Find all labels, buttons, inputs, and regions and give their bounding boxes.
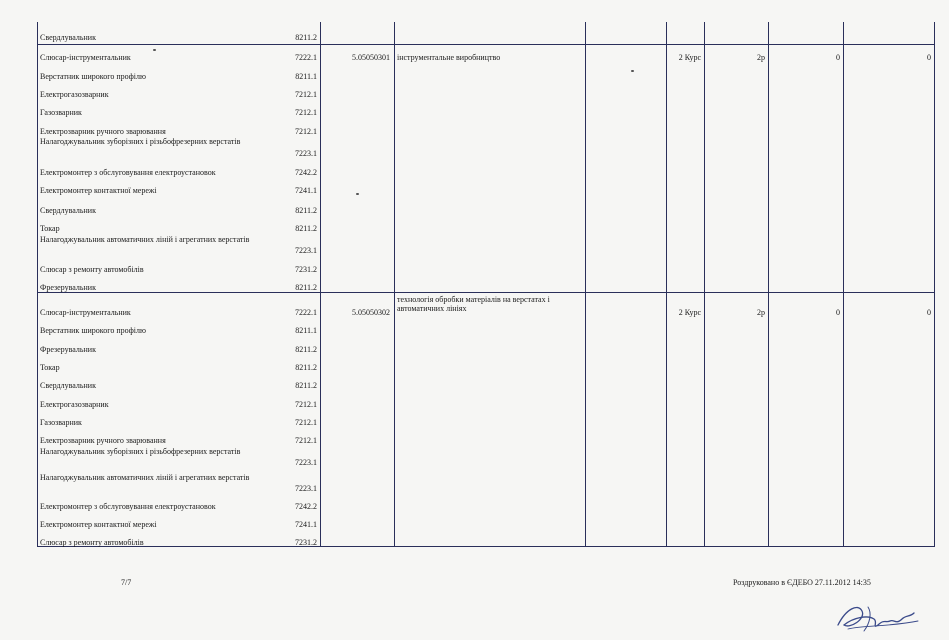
block1-name-11: Слюсар з ремонту автомобілів [40,265,144,274]
block0-code-0: 8211.2 [295,33,317,42]
block1-name-4: Електрозварник ручного зварювання [40,127,166,136]
signature-icon [828,595,928,637]
block2-name-8: Налагоджувальник зуборізних і різьбофрезерних верстатів [40,447,241,456]
block0-name-0: Свердлувальник [40,33,96,42]
block2-code-9: 7223.1 [295,484,317,493]
block1-code-9: 8211.2 [295,224,317,233]
block1-code-11: 7231.2 [295,265,317,274]
block2-code-3: 8211.2 [295,363,317,372]
block1-code-8: 8211.2 [295,206,317,215]
scan-speck [153,49,156,51]
block2-code-2: 8211.2 [295,345,317,354]
block2-code-1: 8211.1 [295,326,317,335]
block2-name-3: Токар [40,363,60,372]
block1-code-4: 7212.1 [295,127,317,136]
block1-code-7: 7241.1 [295,186,317,195]
block2-program-name: технологія обробки матеріалів на верстатах і автоматичних лініях [397,295,550,313]
block1-name-10: Налагоджувальник автоматичних ліній і агрегатних верстатів [40,235,250,244]
block1-code-1: 8211.1 [295,72,317,81]
block2-name-9: Налагоджувальник автоматичних ліній і агрегатних верстатів [40,473,250,482]
block2-val1: 0 [836,308,840,317]
block2-code-12: 7231.2 [295,538,317,547]
block1-name-8: Свердлувальник [40,206,96,215]
block2-name-0: Слюсар-інструментальник [40,308,131,317]
block1-code-10: 7223.1 [295,246,317,255]
block1-name-9: Токар [40,224,60,233]
block2-term: 2р [757,308,765,317]
block1-name-2: Електрогазозварник [40,90,109,99]
block1-name-6: Електромонтер з обслуговування електроустановок [40,168,216,177]
block2-name-11: Електромонтер контактної мережі [40,520,157,529]
block2-code-6: 7212.1 [295,418,317,427]
block2-code-5: 7212.1 [295,400,317,409]
block2-name-1: Верстатник широкого профілю [40,326,146,335]
block1-name-7: Електромонтер контактної мережі [40,186,157,195]
block2-val2: 0 [927,308,931,317]
block2-name-6: Газозварник [40,418,82,427]
block2-code-4: 8211.2 [295,381,317,390]
block2-name-4: Свердлувальник [40,381,96,390]
block2-program-code: 5.05050302 [352,308,390,317]
scan-speck [631,70,634,72]
block2-code-0: 7222.1 [295,308,317,317]
block2-name-12: Слюсар з ремонту автомобілів [40,538,144,547]
block1-name-12: Фрезерувальник [40,283,96,292]
block1-val2: 0 [927,53,931,62]
block1-code-5: 7223.1 [295,149,317,158]
block1-program-code: 5.05050301 [352,53,390,62]
block2-code-8: 7223.1 [295,458,317,467]
block1-code-3: 7212.1 [295,108,317,117]
block1-name-0: Слюсар-інструментальник [40,53,131,62]
block1-val1: 0 [836,53,840,62]
block1-code-2: 7212.1 [295,90,317,99]
block2-code-7: 7212.1 [295,436,317,445]
block2-course: 2 Курс [678,308,701,317]
scan-speck [356,193,359,195]
block1-term: 2р [757,53,765,62]
block1-code-12: 8211.2 [295,283,317,292]
block1-name-3: Газозварник [40,108,82,117]
block1-name-5: Налагоджувальник зуборізних і різьбофрезерних верстатів [40,137,241,146]
block1-name-1: Верстатник широкого профілю [40,72,146,81]
block1-code-0: 7222.1 [295,53,317,62]
block2-name-7: Електрозварник ручного зварювання [40,436,166,445]
block1-code-6: 7242.2 [295,168,317,177]
block2-name-5: Електрогазозварник [40,400,109,409]
block2-code-10: 7242.2 [295,502,317,511]
block1-program-name: інструментальне виробництво [397,53,501,62]
block2-code-11: 7241.1 [295,520,317,529]
page-number: 7/7 [121,578,132,587]
block2-name-10: Електромонтер з обслуговування електроустановок [40,502,216,511]
data-table [37,22,935,547]
block2-name-2: Фрезерувальник [40,345,96,354]
print-stamp: Роздруковано в ЄДЕБО 27.11.2012 14:35 [733,578,871,587]
block1-course: 2 Курс [678,53,701,62]
